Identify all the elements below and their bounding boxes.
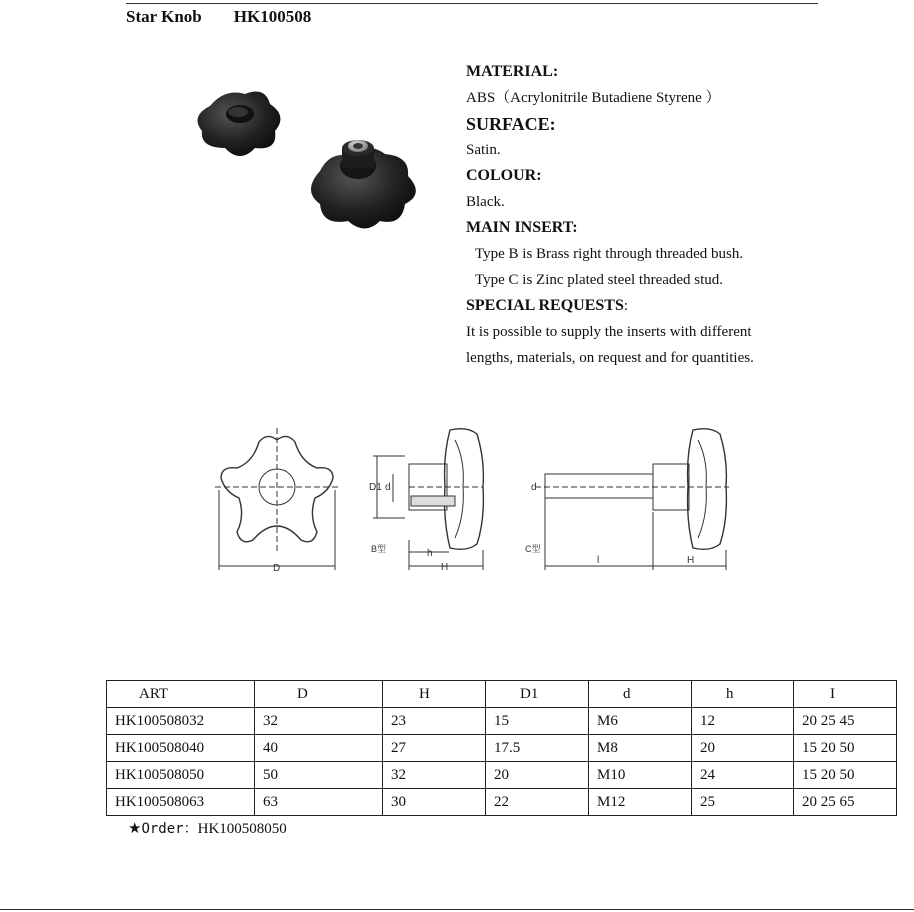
- spec-panel: [466, 59, 886, 371]
- dim-label-D1: D1: [369, 482, 382, 493]
- cell-insert-h: 24: [692, 762, 794, 789]
- special-line-1: It is possible to supply the inserts with different: [466, 324, 752, 340]
- cell-art: HK100508032: [107, 708, 255, 735]
- star-icon: ★: [128, 821, 142, 837]
- cell-insert-h: 12: [692, 708, 794, 735]
- insert-label: MAIN INSERT:: [466, 219, 578, 236]
- table-row: [107, 789, 897, 816]
- cell-d: 63: [255, 789, 383, 816]
- product-name: Star Knob: [126, 7, 202, 26]
- special-line-2: lengths, materials, on request and for quantities.: [466, 350, 754, 366]
- table-row: [107, 735, 897, 762]
- dim-label-D: D: [273, 563, 281, 574]
- table-row: [107, 708, 897, 735]
- col-header-h-insert: h: [692, 681, 794, 708]
- top-rule: [126, 3, 818, 4]
- insert-type-b: Type B is Brass right through threaded bush.: [475, 246, 744, 262]
- type-c-label: C型: [525, 544, 541, 554]
- material-label: MATERIAL:: [466, 63, 559, 80]
- special-colon: :: [623, 298, 629, 314]
- cell-art: HK100508040: [107, 735, 255, 762]
- cell-insert-h: 20: [692, 735, 794, 762]
- cell-d1: 20: [486, 762, 589, 789]
- cell-h: 27: [383, 735, 486, 762]
- material-value: ABS（Acrylonitrile Butadiene Styrene ）: [466, 90, 721, 106]
- cell-d: 32: [255, 708, 383, 735]
- bottom-rule: [0, 909, 914, 910]
- table-header-row: [107, 681, 897, 708]
- dim-label-h: h: [427, 548, 433, 559]
- knob-photo-2: [311, 140, 416, 229]
- cell-d: 50: [255, 762, 383, 789]
- dim-label-H-b: H: [441, 562, 449, 573]
- cell-h: 23: [383, 708, 486, 735]
- table-row: [107, 762, 897, 789]
- order-label: Order：: [141, 821, 198, 837]
- surface-label: SURFACE:: [466, 114, 556, 134]
- col-header-art: ART: [107, 681, 255, 708]
- cell-thread: M12: [589, 789, 692, 816]
- colour-label: COLOUR:: [466, 167, 542, 184]
- cell-art: HK100508063: [107, 789, 255, 816]
- spec-table: [106, 680, 897, 816]
- order-note: [128, 818, 287, 838]
- cell-d1: 15: [486, 708, 589, 735]
- col-header-d-thread: d: [589, 681, 692, 708]
- cell-d1: 17.5: [486, 735, 589, 762]
- cell-h: 32: [383, 762, 486, 789]
- cell-thread: M8: [589, 735, 692, 762]
- product-code: HK100508: [233, 7, 312, 26]
- type-b-label: B型: [371, 544, 387, 554]
- cell-thread: M10: [589, 762, 692, 789]
- special-label: SPECIAL REQUESTS: [466, 297, 624, 314]
- cell-d: 40: [255, 735, 383, 762]
- page-title: [126, 7, 311, 27]
- technical-drawing: [205, 420, 745, 580]
- col-header-length: I: [794, 681, 897, 708]
- dim-label-l: l: [597, 555, 600, 566]
- cell-d1: 22: [486, 789, 589, 816]
- col-header-d1: D1: [486, 681, 589, 708]
- knob-photo-1: [198, 92, 281, 156]
- front-view: [215, 428, 339, 570]
- cell-length: 15 20 50: [794, 762, 897, 789]
- insert-type-c: Type C is Zinc plated steel threaded stud.: [475, 272, 724, 288]
- cell-insert-h: 25: [692, 789, 794, 816]
- side-view-c: [535, 429, 729, 570]
- colour-value: Black.: [466, 194, 505, 210]
- cell-length: 15 20 50: [794, 735, 897, 762]
- dim-label-d-c: d: [531, 482, 537, 493]
- cell-thread: M6: [589, 708, 692, 735]
- surface-value: Satin.: [466, 142, 501, 158]
- dim-label-d-b: d: [385, 482, 391, 493]
- cell-length: 20 25 45: [794, 708, 897, 735]
- product-photo: [190, 86, 440, 236]
- special-requests-heading: [466, 293, 886, 319]
- cell-length: 20 25 65: [794, 789, 897, 816]
- dim-label-H-c: H: [687, 555, 695, 566]
- col-header-d-outer: D: [255, 681, 383, 708]
- col-header-h-outer: H: [383, 681, 486, 708]
- cell-h: 30: [383, 789, 486, 816]
- cell-art: HK100508050: [107, 762, 255, 789]
- order-value: HK100508050: [197, 821, 287, 837]
